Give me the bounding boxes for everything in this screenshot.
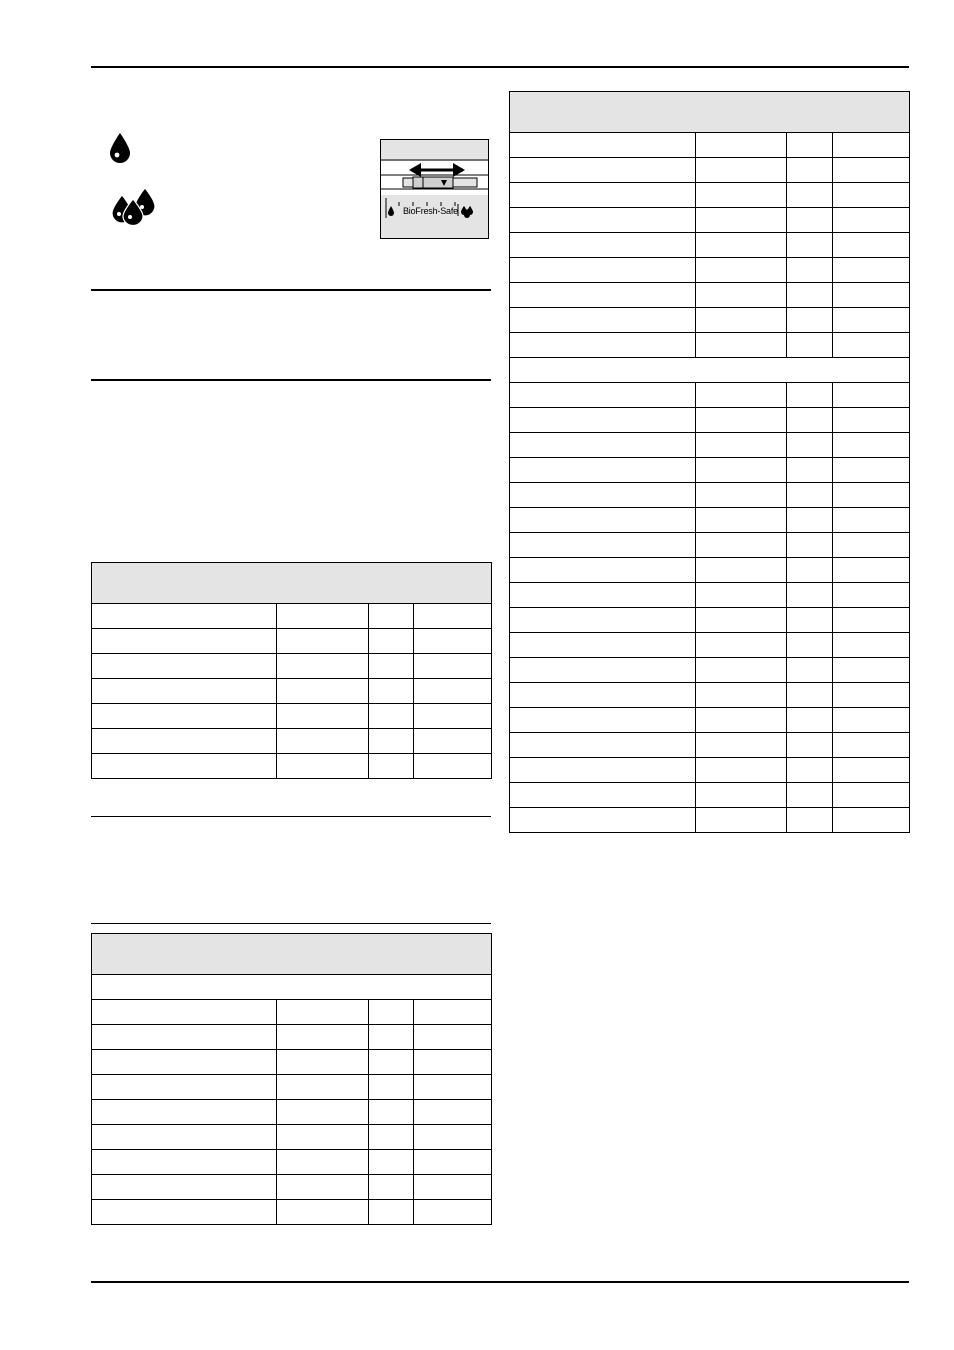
table-row bbox=[510, 133, 910, 158]
table-header bbox=[92, 563, 492, 604]
table-row bbox=[510, 433, 910, 458]
table-header bbox=[510, 92, 910, 133]
table-row bbox=[92, 1050, 492, 1075]
table-row bbox=[92, 1200, 492, 1225]
table-row bbox=[92, 1175, 492, 1200]
humidity-slider-illustration bbox=[380, 139, 489, 239]
table-row bbox=[510, 758, 910, 783]
table-row bbox=[510, 183, 910, 208]
table-row bbox=[510, 683, 910, 708]
table-row bbox=[510, 158, 910, 183]
table-row bbox=[510, 458, 910, 483]
section-rule-4 bbox=[91, 923, 491, 924]
table-row bbox=[92, 1150, 492, 1175]
section-rule-3 bbox=[91, 816, 491, 817]
table-row bbox=[510, 283, 910, 308]
table-row bbox=[92, 1000, 492, 1025]
table-header bbox=[92, 934, 492, 975]
table-row bbox=[92, 1100, 492, 1125]
table-row bbox=[92, 729, 492, 754]
table-row bbox=[92, 654, 492, 679]
table-row bbox=[510, 208, 910, 233]
table-row bbox=[510, 658, 910, 683]
section-rule-2 bbox=[91, 379, 491, 381]
table-row bbox=[510, 408, 910, 433]
table-row bbox=[510, 733, 910, 758]
table-row bbox=[510, 708, 910, 733]
table-row bbox=[92, 754, 492, 779]
table-row bbox=[92, 1125, 492, 1150]
table-row bbox=[92, 1025, 492, 1050]
table-row bbox=[510, 508, 910, 533]
table-row bbox=[92, 679, 492, 704]
drop-icon bbox=[108, 132, 132, 164]
slider-label: BioFresh-Safe bbox=[403, 206, 458, 216]
table-subheader bbox=[510, 358, 910, 383]
table-row bbox=[92, 1075, 492, 1100]
left-top-table bbox=[91, 562, 492, 779]
table-row bbox=[510, 308, 910, 333]
table-row bbox=[510, 258, 910, 283]
table-row bbox=[92, 704, 492, 729]
table-row bbox=[510, 808, 910, 833]
table-row bbox=[510, 483, 910, 508]
table-row bbox=[510, 383, 910, 408]
top-rule bbox=[91, 66, 909, 68]
table-row bbox=[92, 629, 492, 654]
table-row bbox=[510, 333, 910, 358]
table-row bbox=[510, 533, 910, 558]
bottom-rule bbox=[91, 1281, 909, 1283]
table-row bbox=[510, 783, 910, 808]
right-table bbox=[509, 91, 910, 833]
table-row bbox=[510, 608, 910, 633]
left-bottom-table bbox=[91, 933, 492, 1225]
table-row bbox=[510, 558, 910, 583]
section-rule-1 bbox=[91, 289, 491, 291]
table-row bbox=[510, 633, 910, 658]
table-subheader bbox=[92, 975, 492, 1000]
table-row bbox=[510, 583, 910, 608]
table-row bbox=[510, 233, 910, 258]
drops-icon bbox=[108, 186, 160, 226]
table-row bbox=[92, 604, 492, 629]
